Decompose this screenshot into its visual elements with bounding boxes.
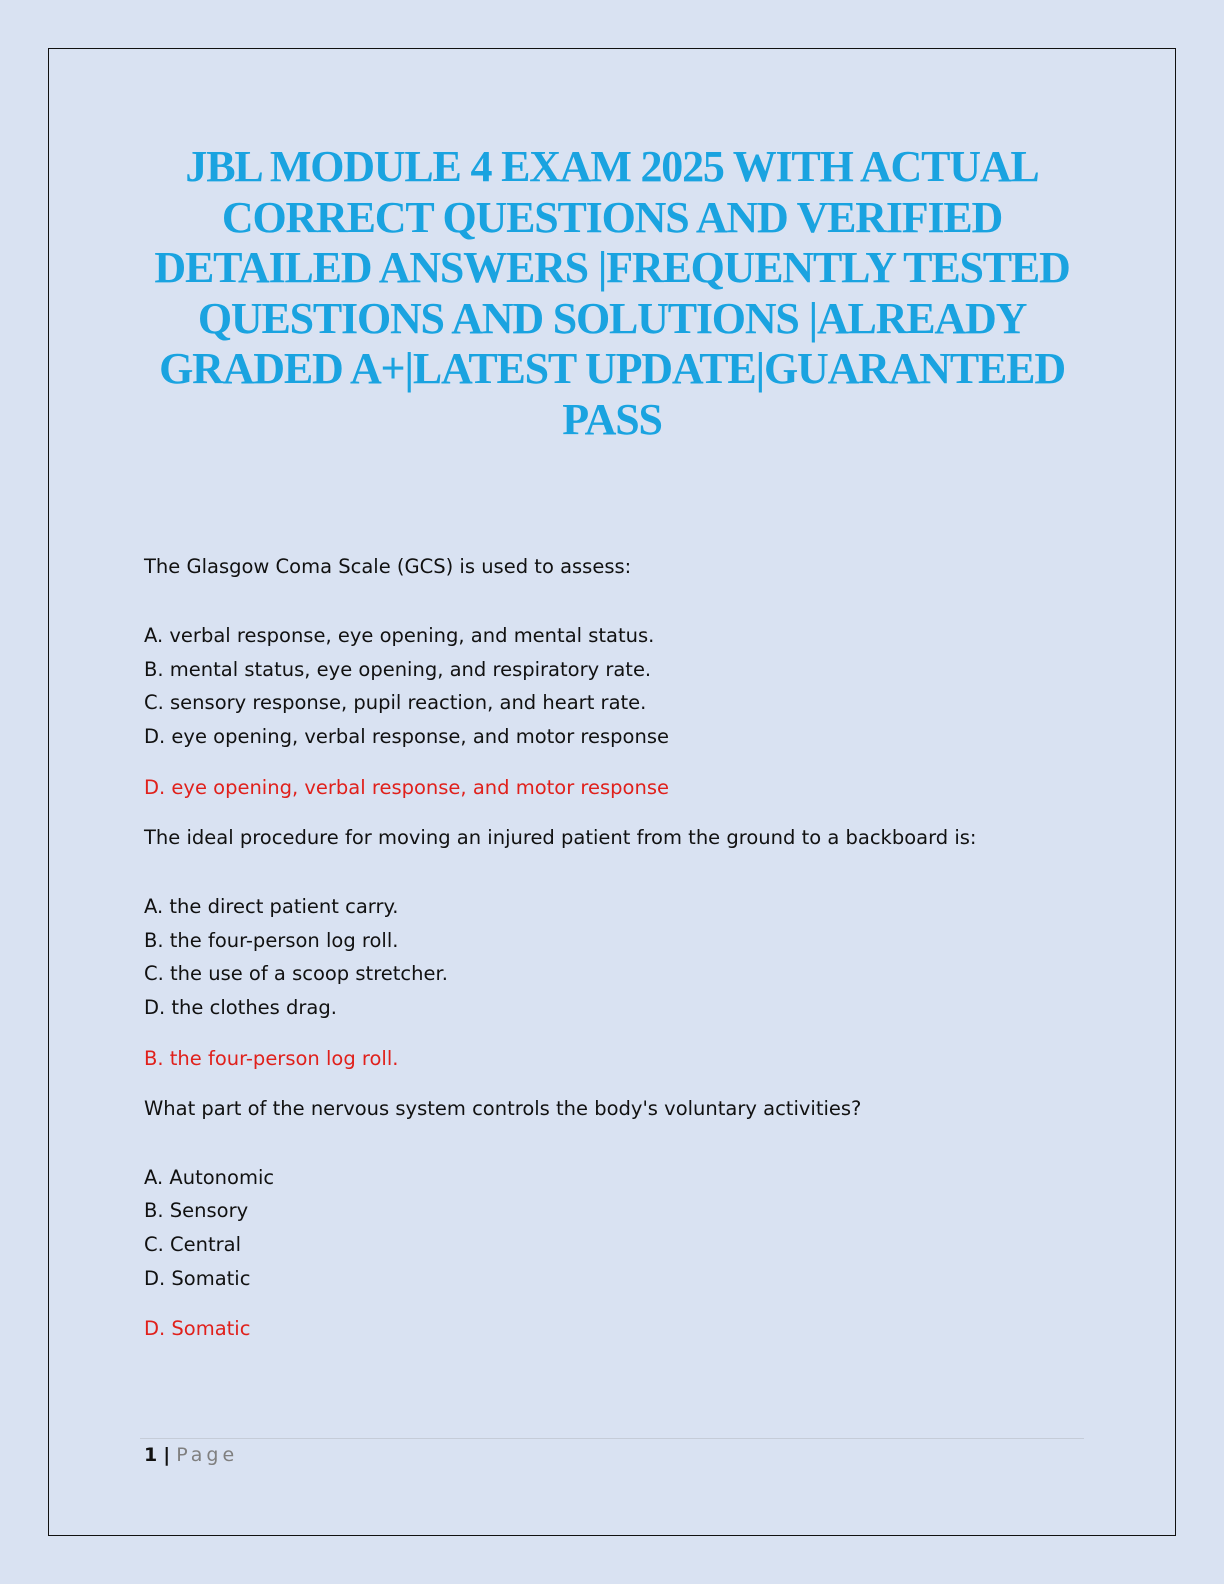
question-1-answer: D. eye opening, verbal response, and motor response [144,775,669,799]
question-1-option-c: C. sensory response, pupil reaction, and heart rate. [144,691,647,715]
question-3-text: What part of the nervous system controls the body's voluntary activities? [144,1096,862,1120]
question-1-options [144,619,1084,754]
question-2-text: The ideal procedure for moving an injured patient from the ground to a backboard is: [144,825,977,849]
question-2-option-b: B. the four-person log roll. [144,928,399,952]
page-number: 1 [144,1444,158,1466]
question-3-option-b: B. Sensory [144,1199,249,1223]
question-1-option-a: A. verbal response, eye opening, and mental status. [144,624,655,647]
question-3-answer: D. Somatic [144,1317,251,1341]
question-2-options [144,890,1084,1025]
question-1-option-b: B. mental status, eye opening, and respiratory rate. [144,657,652,681]
question-3-option-c: C. Central [144,1233,242,1257]
question-2-answer: B. the four-person log roll. [144,1046,399,1070]
footer-divider [140,1438,1084,1439]
page-footer [144,1444,238,1466]
question-3-option-a: A. Autonomic [144,1165,275,1189]
question-2-option-a: A. the direct patient carry. [144,894,399,918]
question-2-option-d: D. the clothes drag. [144,995,337,1019]
question-3-options [144,1161,1084,1296]
question-1-text: The Glasgow Coma Scale (GCS) is used to assess: [144,555,632,578]
footer-separator: | [163,1444,171,1466]
page-label: Page [176,1444,239,1466]
question-list [144,552,1084,1364]
question-block-2 [144,823,1084,1074]
question-block-3 [144,1094,1084,1345]
question-block-1 [144,552,1084,803]
question-3-option-d: D. Somatic [144,1266,251,1290]
question-2-option-c: C. the use of a scoop stretcher. [144,962,448,986]
question-1-option-d: D. eye opening, verbal response, and motor response [144,725,669,749]
document-title: JBL MODULE 4 EXAM 2025 WITH ACTUAL CORRECT QUESTIONS AND VERIFIED DETAILED ANSWERS |FREQUENTLY TESTED QUESTIONS AND SOLUTIONS |ALREADY GRADED A+|LATEST UPDATE|GUARANTEED PASS [154,142,1070,444]
